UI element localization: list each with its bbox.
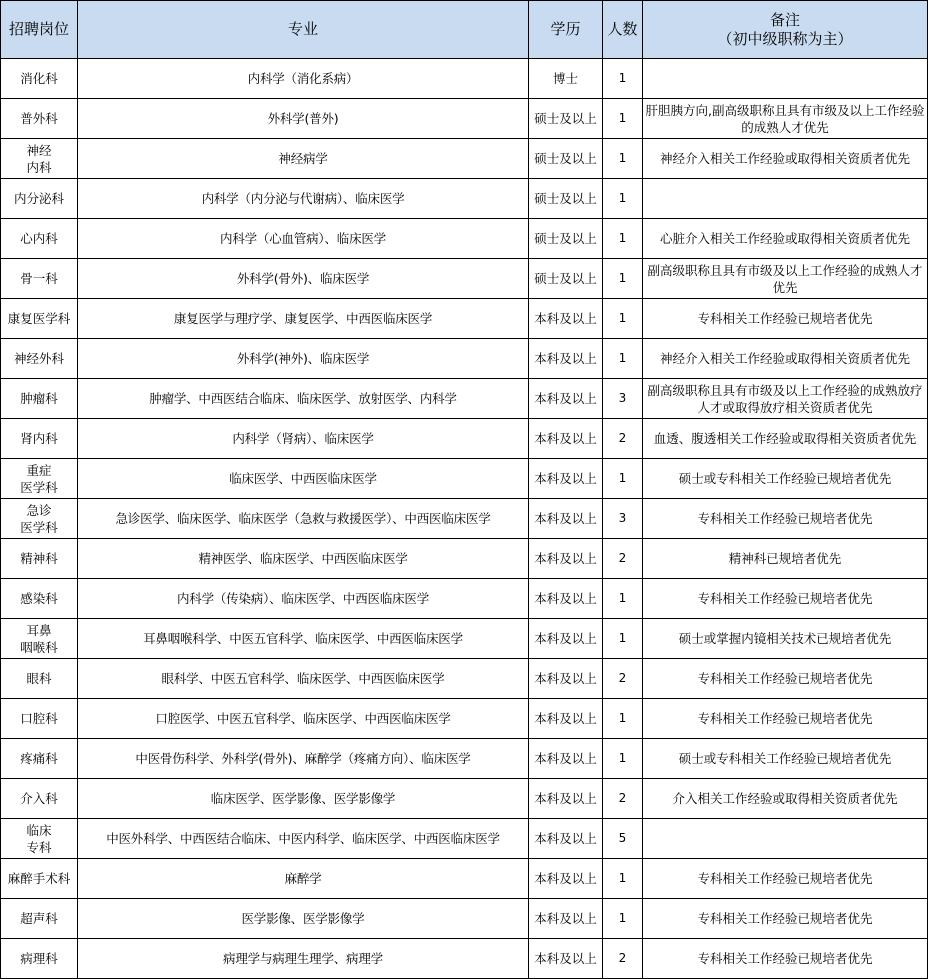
cell-education: 本科及以上 xyxy=(529,579,603,619)
cell-note xyxy=(643,819,928,859)
table-row xyxy=(1,699,928,739)
cell-count: 2 xyxy=(603,659,643,699)
cell-note: 介入相关工作经验或取得相关资质者优先 xyxy=(643,779,928,819)
cell-education: 本科及以上 xyxy=(529,939,603,979)
cell-note: 专科相关工作经验已规培者优先 xyxy=(643,659,928,699)
cell-major: 医学影像、医学影像学 xyxy=(78,899,529,939)
cell-note: 专科相关工作经验已规培者优先 xyxy=(643,859,928,899)
cell-post xyxy=(1,419,78,459)
post-name-line: 疼痛科 xyxy=(20,751,58,766)
cell-count: 1 xyxy=(603,899,643,939)
post-name-line: 麻醉手术科 xyxy=(7,871,71,886)
cell-major: 临床医学、中西医临床医学 xyxy=(78,459,529,499)
cell-major: 肿瘤学、中西医结合临床、临床医学、放射医学、内科学 xyxy=(78,379,529,419)
cell-education: 本科及以上 xyxy=(529,339,603,379)
cell-education: 本科及以上 xyxy=(529,739,603,779)
header-note-title: 备注 xyxy=(769,10,800,29)
cell-count: 2 xyxy=(603,539,643,579)
table-row xyxy=(1,59,928,99)
cell-note: 专科相关工作经验已规培者优先 xyxy=(643,939,928,979)
cell-count: 1 xyxy=(603,59,643,99)
cell-count: 1 xyxy=(603,699,643,739)
cell-count: 1 xyxy=(603,859,643,899)
table-row xyxy=(1,299,928,339)
post-name-line: 康复医学科 xyxy=(7,311,71,326)
header-post: 招聘岗位 xyxy=(1,1,78,59)
cell-education: 本科及以上 xyxy=(529,499,603,539)
cell-major: 病理学与病理生理学、病理学 xyxy=(78,939,529,979)
cell-major: 急诊医学、临床医学、临床医学（急救与救援医学）、中西医临床医学 xyxy=(78,499,529,539)
table-row xyxy=(1,459,928,499)
cell-note: 副高级职称且具有市级及以上工作经验的成熟放疗人才或取得放疗相关资质者优先 xyxy=(643,379,928,419)
table-row xyxy=(1,859,928,899)
post-name-line: 骨一科 xyxy=(20,271,58,286)
cell-major: 口腔医学、中医五官科学、临床医学、中西医临床医学 xyxy=(78,699,529,739)
header-note-subtitle: （初中级职称为主） xyxy=(717,29,853,48)
post-name-line: 超声科 xyxy=(20,911,58,926)
cell-major: 耳鼻咽喉科学、中医五官科学、临床医学、中西医临床医学 xyxy=(78,619,529,659)
cell-note: 硕士或专科相关工作经验已规培者优先 xyxy=(643,459,928,499)
cell-education: 本科及以上 xyxy=(529,859,603,899)
cell-note: 肝胆胰方向,副高级职称且具有市级及以上工作经验的成熟人才优先 xyxy=(643,99,928,139)
cell-post xyxy=(1,659,78,699)
cell-note: 血透、腹透相关工作经验或取得相关资质者优先 xyxy=(643,419,928,459)
table-row xyxy=(1,219,928,259)
cell-note xyxy=(643,59,928,99)
cell-count: 3 xyxy=(603,379,643,419)
cell-note: 专科相关工作经验已规培者优先 xyxy=(643,499,928,539)
post-name-line: 内科 xyxy=(26,159,52,175)
post-name-line: 眼科 xyxy=(26,671,52,686)
cell-post xyxy=(1,179,78,219)
cell-count: 1 xyxy=(603,579,643,619)
cell-post xyxy=(1,939,78,979)
cell-note: 专科相关工作经验已规培者优先 xyxy=(643,299,928,339)
post-name-line: 心内科 xyxy=(20,231,58,246)
table-row xyxy=(1,659,928,699)
cell-post xyxy=(1,619,78,659)
post-name-line: 普外科 xyxy=(20,111,58,126)
cell-major: 外科学(神外)、临床医学 xyxy=(78,339,529,379)
cell-education: 硕士及以上 xyxy=(529,99,603,139)
cell-count: 1 xyxy=(603,299,643,339)
cell-major: 神经病学 xyxy=(78,139,529,179)
cell-education: 本科及以上 xyxy=(529,819,603,859)
cell-education: 硕士及以上 xyxy=(529,179,603,219)
post-name-line: 医学科 xyxy=(20,519,58,535)
post-name-line: 口腔科 xyxy=(20,711,58,726)
cell-education: 本科及以上 xyxy=(529,619,603,659)
table-row xyxy=(1,99,928,139)
cell-note: 神经介入相关工作经验或取得相关资质者优先 xyxy=(643,139,928,179)
cell-count: 1 xyxy=(603,99,643,139)
cell-major: 内科学（消化系病） xyxy=(78,59,529,99)
post-name-line: 精神科 xyxy=(20,551,58,566)
cell-post xyxy=(1,819,78,859)
cell-education: 本科及以上 xyxy=(529,299,603,339)
cell-note: 硕士或专科相关工作经验已规培者优先 xyxy=(643,739,928,779)
cell-note: 专科相关工作经验已规培者优先 xyxy=(643,699,928,739)
post-name-line: 肾内科 xyxy=(20,431,58,446)
table-row xyxy=(1,379,928,419)
cell-count: 2 xyxy=(603,779,643,819)
cell-major: 内科学（传染病）、临床医学、中西医临床医学 xyxy=(78,579,529,619)
cell-count: 2 xyxy=(603,939,643,979)
header-note xyxy=(643,1,928,59)
cell-count: 5 xyxy=(603,819,643,859)
cell-note: 神经介入相关工作经验或取得相关资质者优先 xyxy=(643,339,928,379)
post-name-line: 耳鼻 xyxy=(26,622,52,638)
cell-major: 临床医学、医学影像、医学影像学 xyxy=(78,779,529,819)
table-row xyxy=(1,419,928,459)
table-row xyxy=(1,939,928,979)
cell-post xyxy=(1,579,78,619)
cell-post xyxy=(1,379,78,419)
table-row xyxy=(1,739,928,779)
table-row xyxy=(1,619,928,659)
cell-post xyxy=(1,539,78,579)
post-name-line: 内分泌科 xyxy=(13,191,64,206)
cell-count: 2 xyxy=(603,419,643,459)
table-row xyxy=(1,499,928,539)
post-name-line: 专科 xyxy=(26,839,52,855)
cell-note xyxy=(643,179,928,219)
header-row xyxy=(1,1,928,59)
cell-major: 内科学（内分泌与代谢病）、临床医学 xyxy=(78,179,529,219)
cell-major: 康复医学与理疗学、康复医学、中西医临床医学 xyxy=(78,299,529,339)
table-row xyxy=(1,179,928,219)
cell-post xyxy=(1,99,78,139)
post-name-line: 急诊 xyxy=(26,502,52,518)
cell-education: 本科及以上 xyxy=(529,699,603,739)
table-body xyxy=(1,59,928,979)
post-name-line: 重症 xyxy=(26,462,52,478)
post-name-line: 消化科 xyxy=(20,71,58,86)
cell-count: 3 xyxy=(603,499,643,539)
cell-major: 中医骨伤科学、外科学(骨外)、麻醉学（疼痛方向）、临床医学 xyxy=(78,739,529,779)
cell-major: 中医外科学、中西医结合临床、中医内科学、临床医学、中西医临床医学 xyxy=(78,819,529,859)
cell-post xyxy=(1,899,78,939)
post-name-line: 神经外科 xyxy=(13,351,64,366)
cell-education: 硕士及以上 xyxy=(529,219,603,259)
post-name-line: 感染科 xyxy=(20,591,58,606)
post-name-line: 咽喉科 xyxy=(20,639,58,655)
header-major: 专业 xyxy=(78,1,529,59)
post-name-line: 肿瘤科 xyxy=(20,391,58,406)
cell-post xyxy=(1,739,78,779)
cell-note: 专科相关工作经验已规培者优先 xyxy=(643,899,928,939)
cell-count: 1 xyxy=(603,179,643,219)
cell-note: 精神科已规培者优先 xyxy=(643,539,928,579)
cell-post xyxy=(1,219,78,259)
cell-count: 1 xyxy=(603,139,643,179)
table-row xyxy=(1,779,928,819)
cell-count: 1 xyxy=(603,459,643,499)
table-row xyxy=(1,339,928,379)
cell-note: 副高级职称且具有市级及以上工作经验的成熟人才优先 xyxy=(643,259,928,299)
cell-major: 精神医学、临床医学、中西医临床医学 xyxy=(78,539,529,579)
cell-post xyxy=(1,499,78,539)
table-row xyxy=(1,539,928,579)
cell-count: 1 xyxy=(603,259,643,299)
table-row xyxy=(1,819,928,859)
cell-major: 眼科学、中医五官科学、临床医学、中西医临床医学 xyxy=(78,659,529,699)
cell-post xyxy=(1,339,78,379)
cell-note: 硕士或掌握内镜相关技术已规培者优先 xyxy=(643,619,928,659)
cell-major: 内科学（肾病）、临床医学 xyxy=(78,419,529,459)
header-education: 学历 xyxy=(529,1,603,59)
cell-major: 外科学(普外) xyxy=(78,99,529,139)
cell-post xyxy=(1,299,78,339)
cell-count: 1 xyxy=(603,339,643,379)
cell-education: 本科及以上 xyxy=(529,539,603,579)
table-row xyxy=(1,579,928,619)
cell-note: 专科相关工作经验已规培者优先 xyxy=(643,579,928,619)
cell-post xyxy=(1,459,78,499)
table-row xyxy=(1,899,928,939)
cell-count: 1 xyxy=(603,219,643,259)
cell-major: 内科学（心血管病）、临床医学 xyxy=(78,219,529,259)
cell-education: 本科及以上 xyxy=(529,899,603,939)
cell-education: 博士 xyxy=(529,59,603,99)
header-count: 人数 xyxy=(603,1,643,59)
cell-education: 本科及以上 xyxy=(529,459,603,499)
cell-education: 硕士及以上 xyxy=(529,139,603,179)
cell-post xyxy=(1,59,78,99)
cell-post xyxy=(1,699,78,739)
cell-education: 本科及以上 xyxy=(529,779,603,819)
cell-major: 外科学(骨外)、临床医学 xyxy=(78,259,529,299)
cell-education: 本科及以上 xyxy=(529,379,603,419)
cell-count: 1 xyxy=(603,739,643,779)
post-name-line: 临床 xyxy=(26,822,52,838)
cell-education: 硕士及以上 xyxy=(529,259,603,299)
table-row xyxy=(1,259,928,299)
cell-note: 心脏介入相关工作经验或取得相关资质者优先 xyxy=(643,219,928,259)
cell-major: 麻醉学 xyxy=(78,859,529,899)
cell-education: 本科及以上 xyxy=(529,419,603,459)
post-name-line: 介入科 xyxy=(20,791,58,806)
cell-post xyxy=(1,779,78,819)
cell-post xyxy=(1,259,78,299)
post-name-line: 病理科 xyxy=(20,951,58,966)
cell-post xyxy=(1,859,78,899)
cell-education: 本科及以上 xyxy=(529,659,603,699)
cell-count: 1 xyxy=(603,619,643,659)
post-name-line: 神经 xyxy=(26,142,52,158)
cell-post xyxy=(1,139,78,179)
table-row xyxy=(1,139,928,179)
post-name-line: 医学科 xyxy=(20,479,58,495)
